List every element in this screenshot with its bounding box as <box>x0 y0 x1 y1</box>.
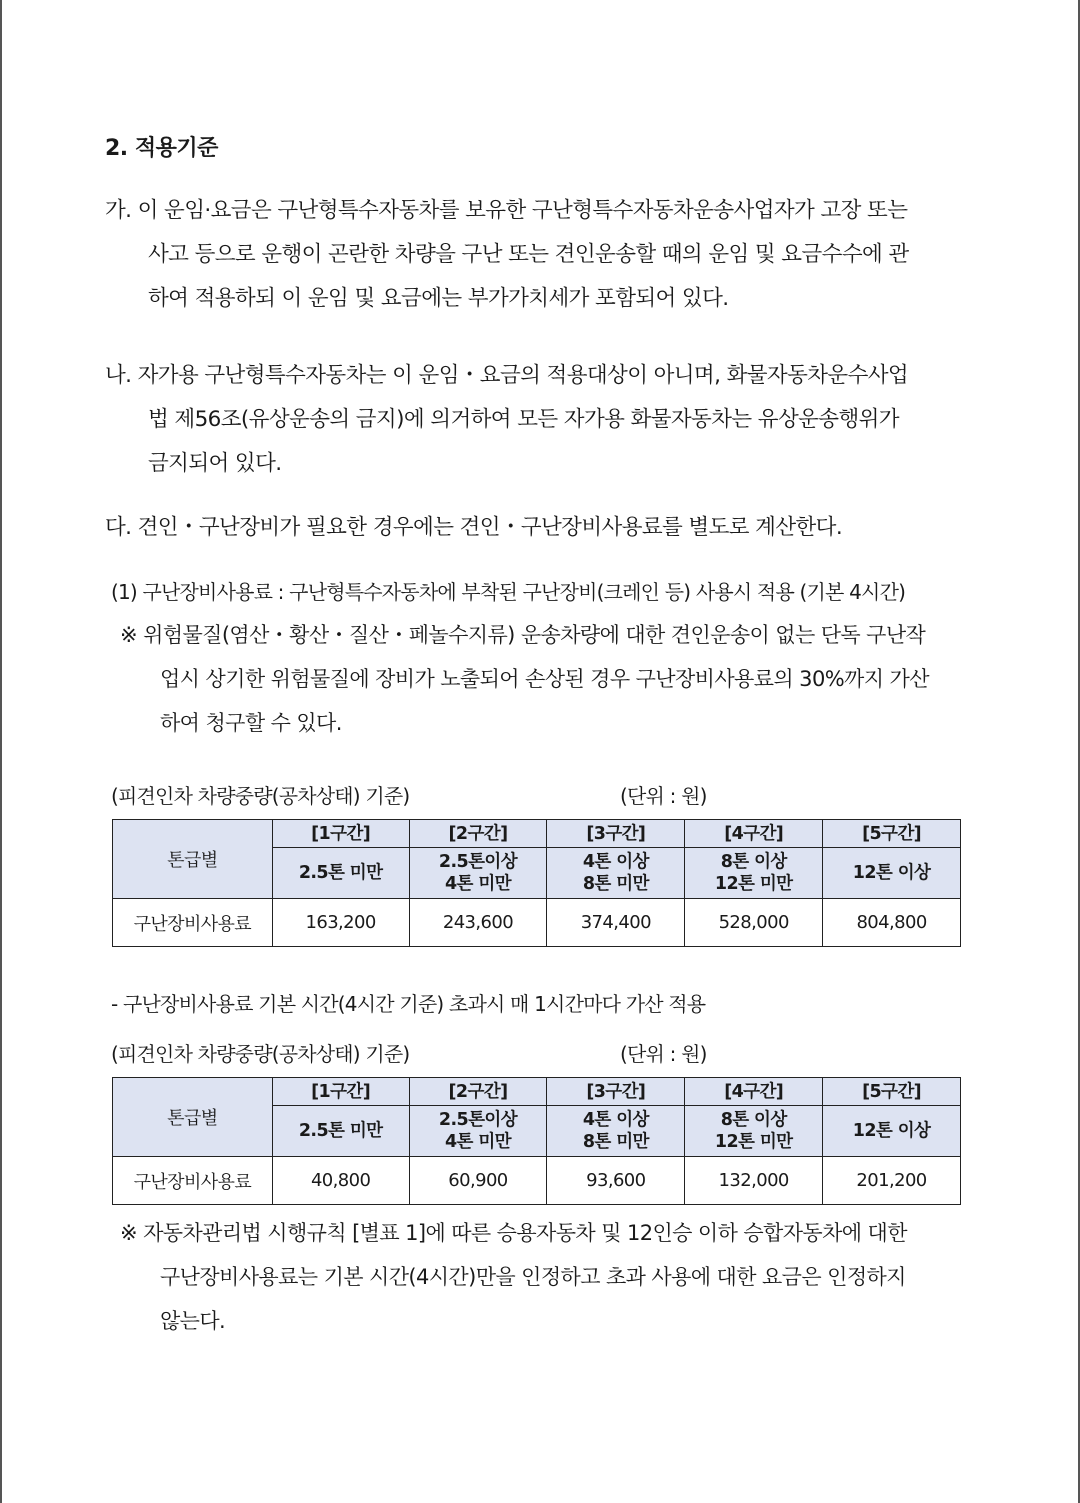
fee-value: 40,800 <box>272 1157 409 1205</box>
weight-range <box>409 848 547 899</box>
fee-value: 132,000 <box>685 1157 823 1205</box>
paragraph-line: 사고 등으로 운행이 곤란한 차량을 구난 또는 견인운송할 때의 운임 및 요금수수에 관 <box>148 242 909 267</box>
weight-range <box>409 1106 547 1157</box>
fee-value: 201,200 <box>823 1157 961 1205</box>
fee-table-base <box>112 819 961 947</box>
section-header: [2구간] <box>409 820 547 848</box>
weight-line: 12톤 미만 <box>714 874 793 894</box>
section-header: [4구간] <box>685 820 823 848</box>
paragraph-line: 하여 적용하되 이 운임 및 요금에는 부가가치세가 포함되어 있다. <box>148 286 729 311</box>
section-header: [1구간] <box>272 820 409 848</box>
fee-value: 804,800 <box>823 899 961 947</box>
item-1: (1) 구난장비사용료 : 구난형특수자동차에 부착된 구난장비(크레인 등) 사용시 적용 (기본 4시간) <box>111 580 906 604</box>
weight-line: 12톤 이상 <box>852 863 931 883</box>
paragraph-line: 나. 자가용 구난형특수자동차는 이 운임・요금의 적용대상이 아니며, 화물자동차운수사업 <box>105 363 909 388</box>
note-line: ※ 위험물질(염산・황산・질산・페놀수지류) 운송차량에 대한 견인운송이 없는 단독 구난작 <box>120 623 926 647</box>
row-label: 구난장비사용료 <box>113 899 273 947</box>
fee-table-overtime <box>112 1077 961 1205</box>
weight-line: 2.5톤 미만 <box>298 863 383 883</box>
weight-line: 8톤 이상 <box>720 1110 787 1130</box>
fee-value: 374,400 <box>547 899 685 947</box>
paragraph-line: 가. 이 운임·요금은 구난형특수자동차를 보유한 구난형특수자동차운송사업자가 고장 또는 <box>105 198 908 223</box>
weight-range <box>685 848 823 899</box>
section-header: [2구간] <box>409 1078 547 1106</box>
section-header: [3구간] <box>547 820 685 848</box>
row-header: 톤급별 <box>113 1078 273 1157</box>
section-header: [1구간] <box>272 1078 409 1106</box>
row-label: 구난장비사용료 <box>113 1157 273 1205</box>
paragraph-na <box>105 354 985 486</box>
note-line: ※ 자동차관리법 시행규칙 [별표 1]에 따른 승용자동차 및 12인승 이하 승합자동차에 대한 <box>120 1221 907 1245</box>
table-unit: (단위 : 원) <box>620 784 707 808</box>
weight-range <box>823 848 961 899</box>
weight-line: 8톤 미만 <box>582 874 649 894</box>
note-line: 않는다. <box>160 1309 226 1333</box>
table-unit: (단위 : 원) <box>620 1042 707 1066</box>
table-row <box>113 1157 961 1205</box>
overtime-note: - 구난장비사용료 기본 시간(4시간 기준) 초과시 매 1시간마다 가산 적용 <box>111 992 706 1016</box>
paragraph-line: 법 제56조(유상운송의 금지)에 의거하여 모든 자가용 화물자동차는 유상운송행위가 <box>148 407 899 432</box>
weight-line: 12톤 미만 <box>714 1132 793 1152</box>
section-heading: 2. 적용기준 <box>105 136 218 161</box>
weight-range <box>547 1106 685 1157</box>
note-hazard <box>120 613 990 745</box>
weight-line: 8톤 미만 <box>582 1132 649 1152</box>
weight-range <box>272 1106 409 1157</box>
weight-line: 2.5톤이상 <box>438 852 518 872</box>
weight-line: 2.5톤 미만 <box>298 1121 383 1141</box>
section-header: [5구간] <box>823 820 961 848</box>
section-header: [3구간] <box>547 1078 685 1106</box>
weight-range <box>272 848 409 899</box>
row-header: 톤급별 <box>113 820 273 899</box>
note-line: 하여 청구할 수 있다. <box>160 711 342 735</box>
weight-line: 2.5톤이상 <box>438 1110 518 1130</box>
fee-value: 93,600 <box>547 1157 685 1205</box>
section-header: [5구간] <box>823 1078 961 1106</box>
fee-value: 528,000 <box>685 899 823 947</box>
weight-range <box>685 1106 823 1157</box>
paragraph-line: 금지되어 있다. <box>148 451 282 476</box>
weight-range <box>823 1106 961 1157</box>
fee-value: 60,900 <box>409 1157 547 1205</box>
weight-line: 4톤 미만 <box>444 1132 511 1152</box>
note-passenger <box>120 1211 990 1343</box>
weight-line: 4톤 이상 <box>582 1110 649 1130</box>
note-line: 구난장비사용료는 기본 시간(4시간)만을 인정하고 초과 사용에 대한 요금은 인정하지 <box>160 1265 906 1289</box>
weight-range <box>547 848 685 899</box>
weight-line: 12톤 이상 <box>852 1121 931 1141</box>
table-row <box>113 899 961 947</box>
note-line: 업시 상기한 위험물질에 장비가 노출되어 손상된 경우 구난장비사용료의 30%까지 가산 <box>160 667 929 691</box>
page-border <box>0 0 2 1503</box>
table-caption: (피견인차 차량중량(공차상태) 기준) <box>111 784 410 808</box>
paragraph-da: 다. 견인・구난장비가 필요한 경우에는 견인・구난장비사용료를 별도로 계산한다. <box>105 515 843 540</box>
fee-value: 243,600 <box>409 899 547 947</box>
paragraph-ga <box>105 189 985 321</box>
weight-line: 8톤 이상 <box>720 852 787 872</box>
table-caption: (피견인차 차량중량(공차상태) 기준) <box>111 1042 410 1066</box>
section-header: [4구간] <box>685 1078 823 1106</box>
weight-line: 4톤 미만 <box>444 874 511 894</box>
fee-value: 163,200 <box>272 899 409 947</box>
weight-line: 4톤 이상 <box>582 852 649 872</box>
